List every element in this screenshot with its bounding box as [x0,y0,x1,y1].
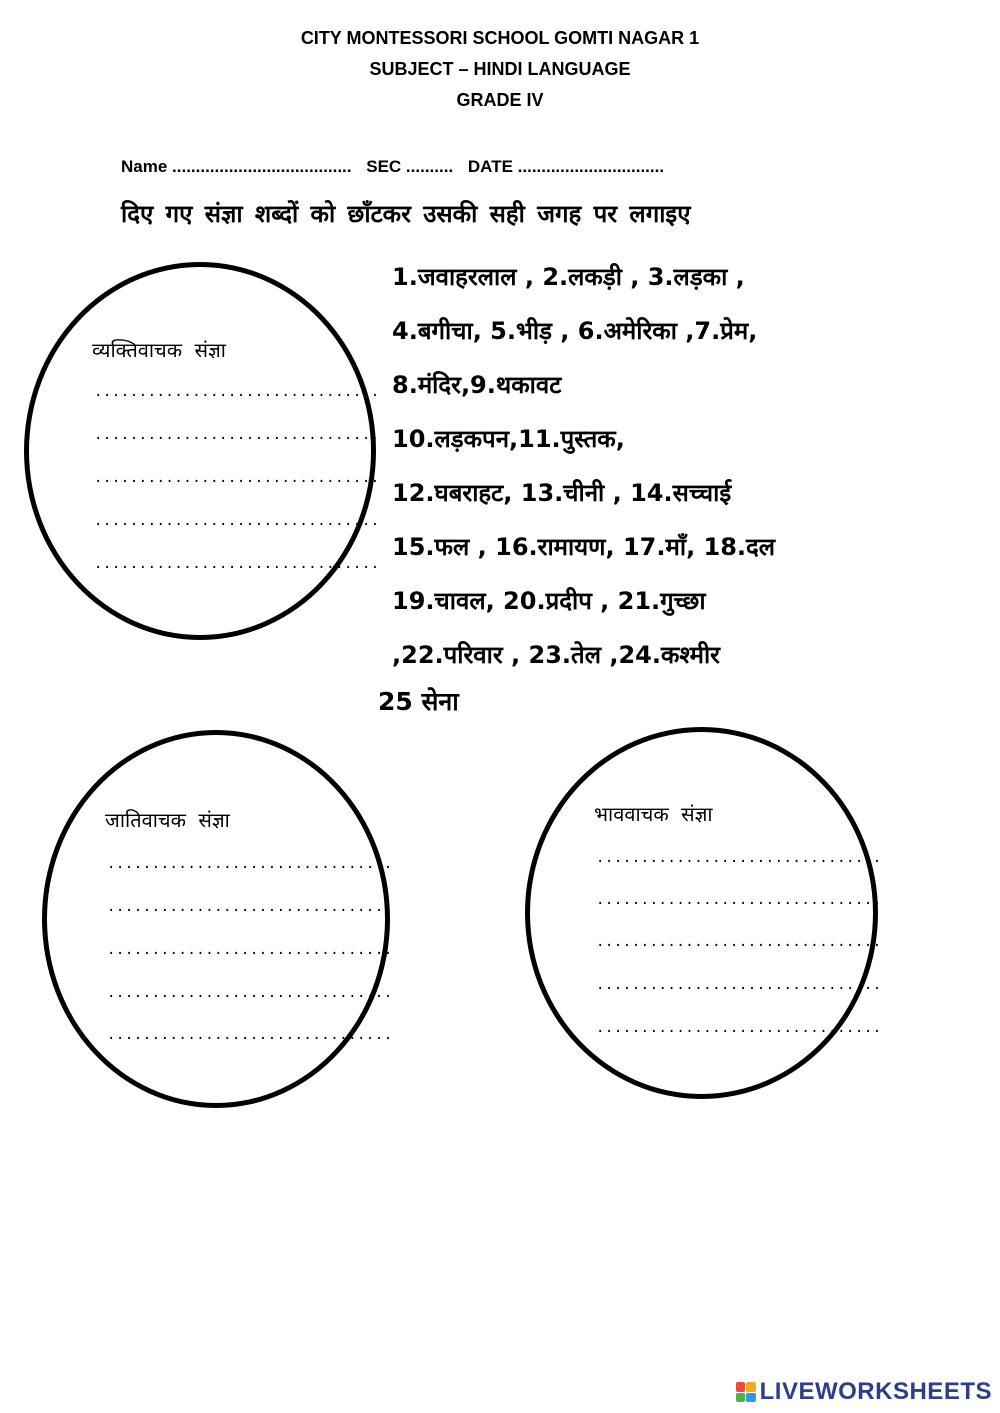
subject-line: SUBJECT – HINDI LANGUAGE [369,59,631,79]
common-noun-circle[interactable] [42,730,390,1108]
answer-line[interactable]: ................................ [94,556,380,572]
proper-noun-circle[interactable] [24,262,376,640]
answer-line[interactable]: ................................ [94,427,380,443]
school-name: CITY MONTESSORI SCHOOL GOMTI NAGAR 1 [300,28,700,48]
grade-line: GRADE IV [456,90,544,110]
answer-line[interactable]: ................................ [107,856,393,872]
word-line[interactable]: 10.लड़कपन,11.पुस्तक, [392,425,625,453]
answer-line[interactable]: ................................ [596,977,882,993]
answer-line[interactable]: ................................ [596,1020,882,1036]
abstract-noun-title: भाववाचक संज्ञा [594,802,713,826]
answer-line[interactable]: ................................ [107,1027,393,1043]
word-line[interactable]: 12.घबराहट, 13.चीनी , 14.सच्चाई [392,479,732,507]
proper-noun-title: व्यक्तिवाचक संज्ञा [92,338,226,362]
instruction-text: दिए गए संज्ञा शब्दों को छाँटकर उसकी सही जगह पर लगाइए [121,200,691,228]
word-list [392,250,775,682]
answer-line[interactable]: ................................ [107,985,393,1001]
date-field[interactable]: DATE ............................... [467,157,665,176]
word-line[interactable]: 8.मंदिर,9.थकावट [392,371,562,399]
word-line[interactable]: ,22.परिवार , 23.तेल ,24.कश्मीर [392,641,720,669]
student-info-line [121,157,674,177]
word-line[interactable]: 4.बगीचा, 5.भीड़ , 6.अमेरिका ,7.प्रेम, [392,317,758,345]
liveworksheets-logo [736,1379,992,1405]
abstract-noun-circle[interactable] [525,727,878,1099]
answer-line[interactable]: ................................ [596,850,882,866]
liveworksheets-icon [736,1382,756,1402]
answer-line[interactable]: ................................ [596,892,882,908]
sec-field[interactable]: SEC .......... [366,157,454,176]
answer-line[interactable]: ................................ [107,899,393,915]
answer-line[interactable]: ................................ [94,470,380,486]
word-line[interactable]: 1.जवाहरलाल , 2.लकड़ी , 3.लड़का , [392,263,745,291]
common-noun-title: जातिवाचक संज्ञा [105,808,230,832]
answer-line[interactable]: ................................ [596,934,882,950]
name-field[interactable]: Name ...................................... [121,157,352,176]
word-line-last[interactable]: 25 सेना [378,687,459,716]
word-line[interactable]: 19.चावल, 20.प्रदीप , 21.गुच्छा [392,587,706,615]
liveworksheets-wordmark: LIVEWORKSHEETS [759,1378,992,1405]
answer-line[interactable]: ................................ [94,384,380,400]
answer-line[interactable]: ................................ [107,942,393,958]
word-line[interactable]: 15.फल , 16.रामायण, 17.माँ, 18.दल [392,533,776,561]
answer-line[interactable]: ................................ [94,513,380,529]
